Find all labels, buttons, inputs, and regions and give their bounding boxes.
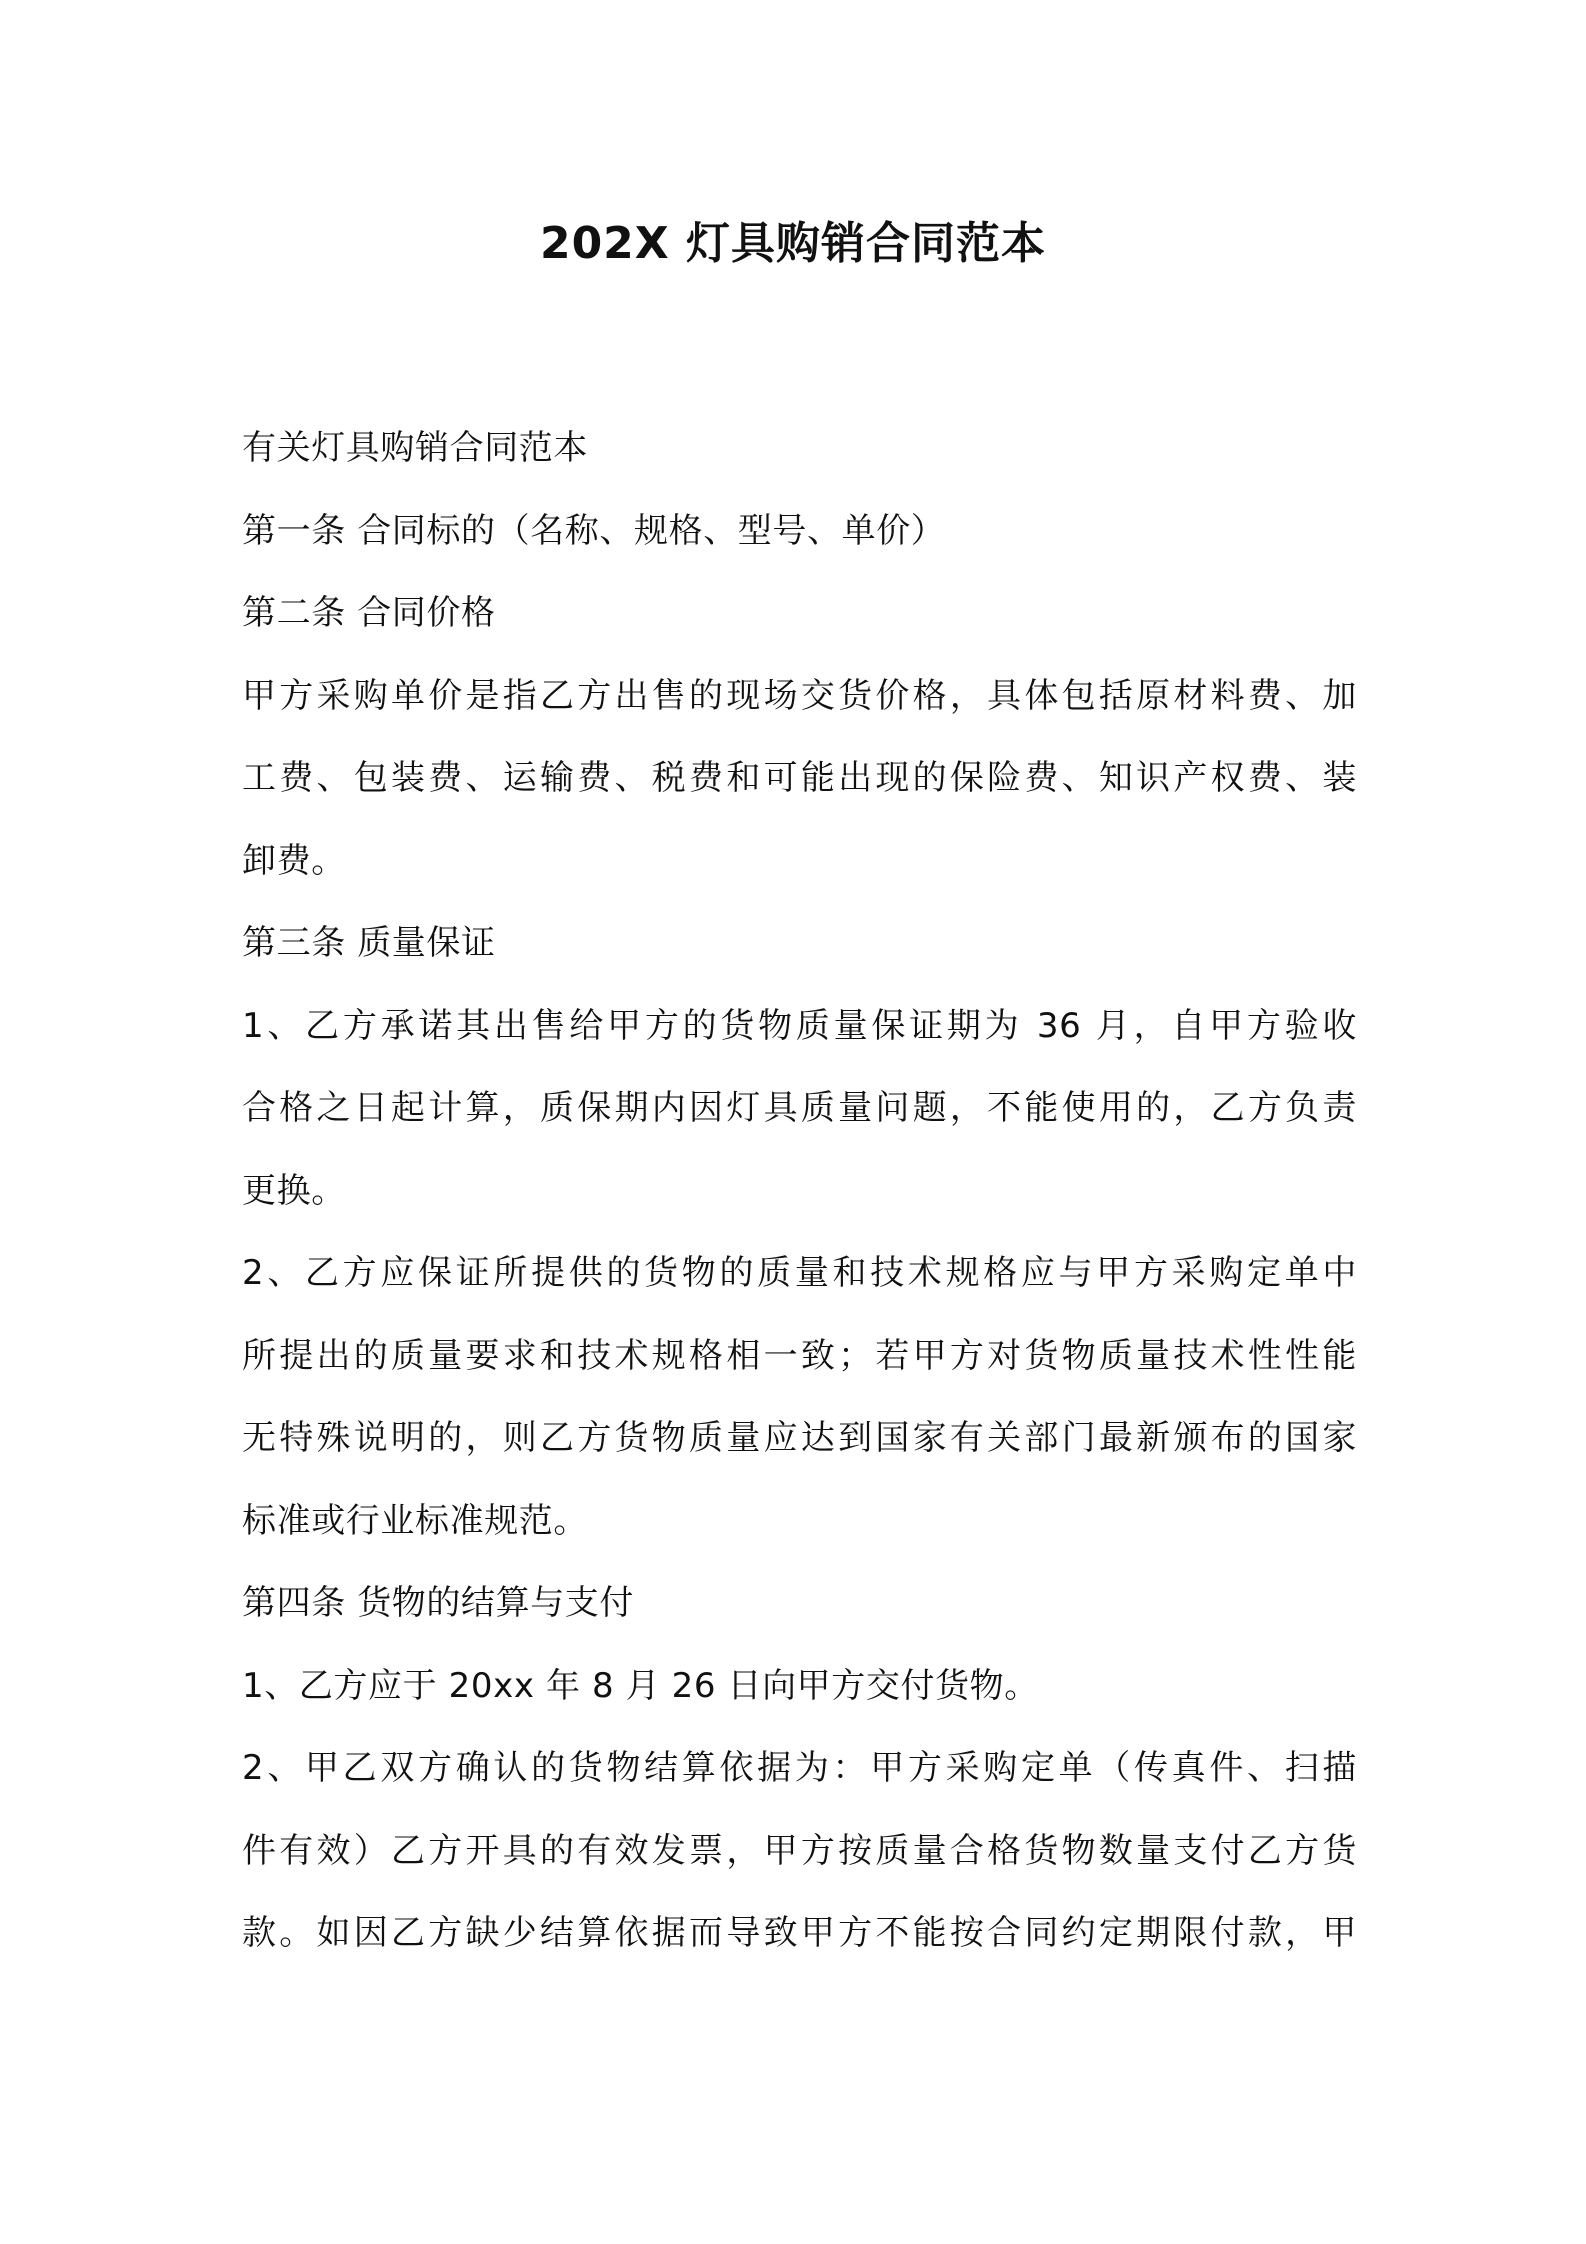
paragraph-line: 更换。 (242, 1170, 346, 1211)
article-2-heading: 第二条 合同价格 (242, 593, 496, 633)
paragraph-line: 合格之日起计算，质保期内因灯具质量问题，不能使用的，乙方负责 (242, 1088, 1357, 1128)
paragraph-line: 件有效）乙方开具的有效发票，甲方按质量合格货物数量支付乙方货 (242, 1830, 1357, 1871)
paragraph-line: 1、乙方应于 20xx 年 8 月 26 日向甲方交付货物。 (242, 1665, 1039, 1706)
article-3-heading: 第三条 质量保证 (242, 923, 496, 963)
paragraph-line: 1、乙方承诺其出售给甲方的货物质量保证期为 36 月，自甲方验收 (242, 1005, 1357, 1046)
subtitle-line: 有关灯具购销合同范本 (242, 428, 588, 468)
document-body (242, 407, 1357, 1975)
paragraph-line: 标准或行业标准规范。 (242, 1500, 588, 1541)
paragraph-line: 工费、包装费、运输费、税费和可能出现的保险费、知识产权费、装 (242, 758, 1357, 798)
paragraph-line: 无特殊说明的，则乙方货物质量应达到国家有关部门最新颁布的国家 (242, 1418, 1357, 1458)
paragraph-line: 2、甲乙双方确认的货物结算依据为：甲方采购定单（传真件、扫描 (242, 1748, 1357, 1788)
paragraph-line: 款。如因乙方缺少结算依据而导致甲方不能按合同约定期限付款，甲 (242, 1913, 1357, 1953)
article-1-heading: 第一条 合同标的（名称、规格、型号、单价） (242, 510, 946, 551)
paragraph-line: 所提出的质量要求和技术规格相一致；若甲方对货物质量技术性性能 (242, 1335, 1357, 1376)
paragraph-line: 卸费。 (242, 840, 346, 881)
paragraph-line: 甲方采购单价是指乙方出售的现场交货价格，具体包括原材料费、加 (242, 675, 1357, 716)
article-4-heading: 第四条 货物的结算与支付 (242, 1583, 635, 1623)
document-title: 202X 灯具购销合同范本 (539, 218, 1047, 269)
paragraph-line: 2、乙方应保证所提供的货物的质量和技术规格应与甲方采购定单中 (242, 1253, 1357, 1293)
